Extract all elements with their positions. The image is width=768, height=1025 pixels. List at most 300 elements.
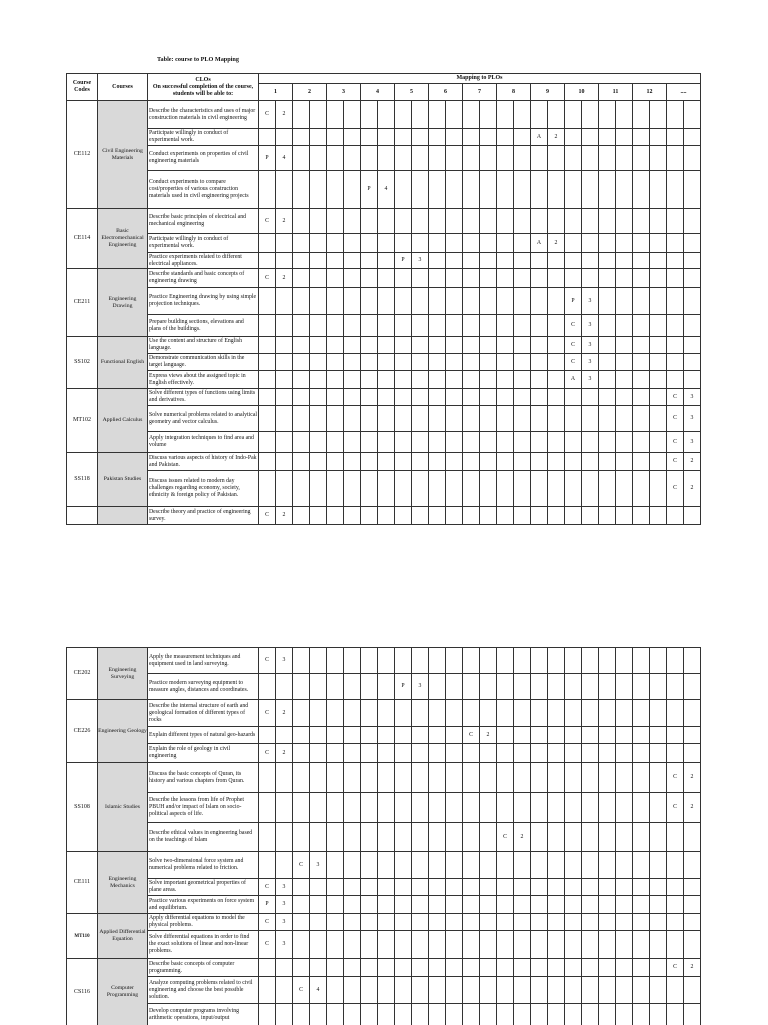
plo-5-domain-cell [395, 146, 412, 171]
plo-9-level-cell [548, 453, 565, 471]
plo-13-domain-cell [667, 171, 684, 209]
plo-9-domain-cell [531, 507, 548, 525]
clo-text: Apply the measurement techniques and equipment used in land surveying. [149, 653, 241, 667]
plo-domain-letter: C [571, 341, 575, 348]
plo-8-level-cell [514, 823, 531, 852]
plo-3-domain-cell [327, 234, 344, 253]
plo-1-level-cell [276, 977, 293, 1004]
clo-text: Describe the internal structure of earth and geological formation of different types of rocks [149, 702, 249, 723]
plo-4-domain-cell [361, 507, 378, 525]
plo-10-domain-cell [565, 879, 582, 896]
header-plo-11 [599, 84, 633, 101]
plo-9-level-cell [548, 234, 565, 253]
clo-cell [148, 507, 259, 525]
plo-12-level-cell [650, 793, 667, 823]
plo-5-domain-cell [395, 288, 412, 315]
plo-3-domain-cell [327, 977, 344, 1004]
clo-cell [148, 354, 259, 371]
course-name-cell [98, 453, 148, 507]
plo-8-level-cell [514, 700, 531, 727]
plo-4-level-cell [378, 371, 395, 389]
header-plo-2 [293, 84, 327, 101]
plo-1-domain-cell [259, 253, 276, 269]
plo-7-domain-cell [463, 389, 480, 406]
plo-1-level-cell [276, 763, 293, 793]
plo-1-domain-cell [259, 763, 276, 793]
plo-11-domain-cell [599, 931, 616, 959]
plo-8-domain-cell [497, 823, 514, 852]
clo-text: Express views about the assigned topic in English effectively. [149, 372, 246, 386]
plo-2-level-cell [310, 288, 327, 315]
plo-3-level-cell [344, 727, 361, 744]
plo-2-level-cell [310, 914, 327, 931]
plo-11-domain-cell [599, 763, 616, 793]
plo-10-level-cell [582, 288, 599, 315]
plo-domain-letter: C [673, 458, 677, 464]
clo-cell [148, 793, 259, 823]
plo-8-level-cell [514, 406, 531, 432]
plo-4-level-cell [378, 209, 395, 234]
plo-3-domain-cell [327, 209, 344, 234]
plo-13-domain-cell [667, 146, 684, 171]
plo-12-domain-cell [633, 648, 650, 674]
plo-11-domain-cell [599, 852, 616, 879]
plo-6-level-cell [446, 793, 463, 823]
plo-3-level-cell [344, 471, 361, 507]
plo-10-domain-cell [565, 700, 582, 727]
plo-9-domain-cell [531, 432, 548, 453]
plo-8-domain-cell [497, 101, 514, 129]
plo-10-level-cell [582, 315, 599, 337]
plo-8-level-cell [514, 269, 531, 288]
plo-10-domain-cell [565, 337, 582, 354]
plo-1-domain-cell [259, 101, 276, 129]
plo-1-domain-cell [259, 209, 276, 234]
clo-cell [148, 931, 259, 959]
header-plo-12 [633, 84, 667, 101]
plo-2-domain-cell [293, 793, 310, 823]
plo-11-level-cell [616, 648, 633, 674]
plo-8-level-cell [514, 727, 531, 744]
plo-10-domain-cell [565, 507, 582, 525]
plo-2-domain-cell [293, 700, 310, 727]
plo-9-level-cell [548, 269, 565, 288]
plo-6-domain-cell [429, 337, 446, 354]
plo-13-domain-cell [667, 453, 684, 471]
plo-level-number: 2 [554, 239, 558, 246]
plo-10-level-cell [582, 959, 599, 977]
plo-5-level-cell [412, 1004, 429, 1025]
plo-10-domain-cell [565, 101, 582, 129]
plo-11-level-cell [616, 101, 633, 129]
plo-8-level-cell [514, 129, 531, 146]
plo-1-level-cell [276, 648, 293, 674]
plo-1-level-cell [276, 253, 293, 269]
plo-5-domain-cell [395, 914, 412, 931]
header-plo-number: 5 [410, 88, 413, 95]
plo-13-domain-cell [667, 823, 684, 852]
plo-5-level-cell [412, 744, 429, 763]
plo-12-level-cell [650, 931, 667, 959]
course-name-cell [98, 101, 148, 209]
plo-7-domain-cell [463, 914, 480, 931]
header-plo-number: 7 [478, 88, 481, 95]
plo-4-level-cell [378, 674, 395, 700]
plo-8-level-cell [514, 648, 531, 674]
plo-1-domain-cell [259, 453, 276, 471]
plo-domain-letter: C [673, 485, 677, 491]
plo-5-level-cell [412, 471, 429, 507]
plo-1-domain-cell [259, 315, 276, 337]
plo-3-level-cell [344, 129, 361, 146]
plo-2-level-cell [310, 129, 327, 146]
plo-3-level-cell [344, 253, 361, 269]
plo-10-level-cell [582, 674, 599, 700]
plo-8-domain-cell [497, 727, 514, 744]
plo-3-level-cell [344, 977, 361, 1004]
plo-2-domain-cell [293, 453, 310, 471]
plo-4-domain-cell [361, 146, 378, 171]
plo-4-level-cell [378, 507, 395, 525]
plo-12-domain-cell [633, 1004, 650, 1025]
plo-10-level-cell [582, 406, 599, 432]
plo-1-domain-cell [259, 879, 276, 896]
plo-5-domain-cell [395, 269, 412, 288]
plo-11-level-cell [616, 959, 633, 977]
plo-2-domain-cell [293, 101, 310, 129]
plo-10-domain-cell [565, 648, 582, 674]
plo-2-domain-cell [293, 931, 310, 959]
plo-4-level-cell [378, 453, 395, 471]
plo-7-domain-cell [463, 337, 480, 354]
plo-level-number: 2 [282, 709, 286, 716]
plo-12-domain-cell [633, 288, 650, 315]
plo-5-level-cell [412, 914, 429, 931]
plo-12-level-cell [650, 852, 667, 879]
plo-level-number: 2 [282, 274, 286, 281]
plo-10-domain-cell [565, 727, 582, 744]
clo-cell [148, 269, 259, 288]
plo-8-level-cell [514, 146, 531, 171]
clo-text: Describe standards and basic concepts of engineering drawing [149, 271, 245, 284]
plo-6-level-cell [446, 744, 463, 763]
plo-11-domain-cell [599, 101, 616, 129]
plo-10-level-cell [582, 101, 599, 129]
plo-7-level-cell [480, 129, 497, 146]
plo-13-level-cell [684, 727, 701, 744]
plo-level-number: 3 [282, 941, 286, 947]
plo-6-level-cell [446, 648, 463, 674]
plo-5-level-cell [412, 648, 429, 674]
plo-12-domain-cell [633, 453, 650, 471]
plo-11-level-cell [616, 977, 633, 1004]
plo-9-domain-cell [531, 315, 548, 337]
plo-13-level-cell [684, 674, 701, 700]
clo-cell [148, 959, 259, 977]
plo-6-domain-cell [429, 977, 446, 1004]
plo-12-level-cell [650, 288, 667, 315]
plo-1-level-cell [276, 288, 293, 315]
plo-6-domain-cell [429, 432, 446, 453]
plo-9-domain-cell [531, 354, 548, 371]
plo-9-level-cell [548, 253, 565, 269]
plo-2-level-cell [310, 354, 327, 371]
plo-5-domain-cell [395, 823, 412, 852]
clo-cell [148, 879, 259, 896]
clo-cell [148, 648, 259, 674]
plo-9-domain-cell [531, 288, 548, 315]
plo-3-level-cell [344, 453, 361, 471]
plo-level-number: 3 [418, 257, 422, 263]
header-plo-number: 12 [646, 88, 653, 95]
plo-3-domain-cell [327, 823, 344, 852]
plo-12-level-cell [650, 337, 667, 354]
plo-8-level-cell [514, 337, 531, 354]
plo-13-level-cell [684, 763, 701, 793]
plo-6-level-cell [446, 852, 463, 879]
plo-13-domain-cell [667, 852, 684, 879]
plo-5-level-cell [412, 288, 429, 315]
plo-13-domain-cell [667, 432, 684, 453]
plo-domain-letter: C [571, 322, 575, 328]
plo-12-domain-cell [633, 674, 650, 700]
plo-level-number: 2 [282, 111, 286, 117]
plo-6-level-cell [446, 727, 463, 744]
plo-level-number: 3 [588, 376, 592, 382]
clo-text: Participate willingly in conduct of experimental work. [149, 236, 229, 249]
plo-1-domain-cell [259, 931, 276, 959]
plo-13-domain-cell [667, 337, 684, 354]
plo-1-domain-cell [259, 648, 276, 674]
plo-11-level-cell [616, 674, 633, 700]
plo-6-domain-cell [429, 129, 446, 146]
plo-8-level-cell [514, 209, 531, 234]
plo-3-level-cell [344, 763, 361, 793]
plo-8-domain-cell [497, 146, 514, 171]
plo-12-domain-cell [633, 793, 650, 823]
plo-6-domain-cell [429, 793, 446, 823]
plo-7-domain-cell [463, 896, 480, 914]
plo-13-level-cell [684, 879, 701, 896]
plo-9-level-cell [548, 101, 565, 129]
plo-12-domain-cell [633, 727, 650, 744]
plo-6-level-cell [446, 763, 463, 793]
plo-5-level-cell [412, 507, 429, 525]
plo-5-level-cell [412, 315, 429, 337]
plo-4-level-cell [378, 288, 395, 315]
plo-11-level-cell [616, 371, 633, 389]
plo-12-level-cell [650, 101, 667, 129]
plo-10-level-cell [582, 354, 599, 371]
plo-9-domain-cell [531, 389, 548, 406]
plo-13-level-cell [684, 700, 701, 727]
plo-4-level-cell [378, 914, 395, 931]
plo-10-domain-cell [565, 315, 582, 337]
plo-10-domain-cell [565, 744, 582, 763]
plo-domain-letter: P [265, 154, 269, 161]
plo-11-level-cell [616, 432, 633, 453]
plo-4-domain-cell [361, 959, 378, 977]
plo-1-domain-cell [259, 129, 276, 146]
plo-10-domain-cell [565, 253, 582, 269]
plo-level-number: 2 [282, 749, 286, 756]
plo-level-number: 3 [690, 393, 694, 400]
plo-8-level-cell [514, 977, 531, 1004]
plo-2-domain-cell [293, 253, 310, 269]
plo-4-domain-cell [361, 406, 378, 432]
plo-7-level-cell [480, 406, 497, 432]
plo-level-number: 2 [690, 804, 694, 810]
plo-4-level-cell [378, 793, 395, 823]
plo-6-level-cell [446, 146, 463, 171]
plo-level-number: 3 [282, 657, 286, 663]
plo-12-domain-cell [633, 896, 650, 914]
course-name: Applied Calculus [102, 417, 143, 424]
plo-6-domain-cell [429, 288, 446, 315]
plo-11-domain-cell [599, 471, 616, 507]
plo-12-domain-cell [633, 471, 650, 507]
plo-3-domain-cell [327, 146, 344, 171]
course-code-cell [67, 337, 98, 389]
plo-3-level-cell [344, 432, 361, 453]
plo-3-domain-cell [327, 896, 344, 914]
plo-11-domain-cell [599, 354, 616, 371]
plo-7-domain-cell [463, 793, 480, 823]
plo-4-level-cell [378, 389, 395, 406]
plo-13-domain-cell [667, 1004, 684, 1025]
header-plo-number: .... [680, 88, 687, 95]
plo-5-level-cell [412, 852, 429, 879]
clo-cell [148, 763, 259, 793]
plo-13-domain-cell [667, 959, 684, 977]
header-plo-1 [259, 84, 293, 101]
plo-13-level-cell [684, 896, 701, 914]
plo-8-domain-cell [497, 648, 514, 674]
plo-13-level-cell [684, 793, 701, 823]
plo-10-domain-cell [565, 852, 582, 879]
plo-3-domain-cell [327, 253, 344, 269]
plo-11-domain-cell [599, 507, 616, 525]
clo-cell [148, 101, 259, 129]
plo-13-level-cell [684, 931, 701, 959]
course-name-cell [98, 389, 148, 453]
plo-4-domain-cell [361, 371, 378, 389]
clo-text: Describe basic concepts of computer programming. [149, 960, 235, 974]
plo-9-level-cell [548, 896, 565, 914]
plo-7-domain-cell [463, 648, 480, 674]
plo-7-level-cell [480, 253, 497, 269]
plo-12-level-cell [650, 171, 667, 209]
clo-cell [148, 234, 259, 253]
header-clos-label: CLOs [195, 76, 211, 83]
course-code: SS108 [74, 803, 90, 810]
plo-8-domain-cell [497, 234, 514, 253]
plo-3-domain-cell [327, 879, 344, 896]
plo-2-domain-cell [293, 896, 310, 914]
plo-level-number: 3 [418, 683, 422, 689]
header-plo-10 [565, 84, 599, 101]
plo-12-domain-cell [633, 744, 650, 763]
clo-cell [148, 896, 259, 914]
plo-6-domain-cell [429, 914, 446, 931]
plo-7-level-cell [480, 648, 497, 674]
plo-6-domain-cell [429, 389, 446, 406]
plo-12-level-cell [650, 129, 667, 146]
plo-12-domain-cell [633, 171, 650, 209]
plo-12-domain-cell [633, 852, 650, 879]
plo-9-level-cell [548, 1004, 565, 1025]
plo-11-domain-cell [599, 700, 616, 727]
plo-2-level-cell [310, 763, 327, 793]
plo-9-domain-cell [531, 700, 548, 727]
plo-11-level-cell [616, 471, 633, 507]
plo-6-level-cell [446, 389, 463, 406]
plo-4-domain-cell [361, 315, 378, 337]
plo-level-number: 2 [554, 133, 558, 140]
clo-cell [148, 823, 259, 852]
plo-6-level-cell [446, 101, 463, 129]
plo-5-level-cell [412, 793, 429, 823]
plo-9-level-cell [548, 674, 565, 700]
plo-8-domain-cell [497, 471, 514, 507]
plo-12-domain-cell [633, 146, 650, 171]
header-plo-number: 6 [444, 88, 447, 95]
plo-7-domain-cell [463, 209, 480, 234]
header-plo-8 [497, 84, 531, 101]
plo-3-domain-cell [327, 1004, 344, 1025]
plo-13-domain-cell [667, 507, 684, 525]
plo-9-domain-cell [531, 406, 548, 432]
plo-level-number: 3 [316, 861, 320, 868]
plo-2-domain-cell [293, 371, 310, 389]
plo-4-domain-cell [361, 337, 378, 354]
plo-1-domain-cell [259, 146, 276, 171]
plo-5-domain-cell [395, 354, 412, 371]
plo-4-level-cell [378, 129, 395, 146]
plo-6-domain-cell [429, 879, 446, 896]
clo-text: Practice modern surveying equipment to measure angles, distances and coordinates. [149, 679, 249, 693]
plo-2-domain-cell [293, 432, 310, 453]
plo-13-level-cell [684, 959, 701, 977]
plo-5-domain-cell [395, 171, 412, 209]
plo-11-domain-cell [599, 269, 616, 288]
plo-7-domain-cell [463, 674, 480, 700]
plo-10-level-cell [582, 896, 599, 914]
plo-13-domain-cell [667, 406, 684, 432]
plo-4-level-cell [378, 234, 395, 253]
plo-2-domain-cell [293, 852, 310, 879]
plo-13-level-cell [684, 453, 701, 471]
plo-4-domain-cell [361, 896, 378, 914]
plo-13-level-cell [684, 234, 701, 253]
plo-9-level-cell [548, 315, 565, 337]
plo-8-level-cell [514, 453, 531, 471]
course-name: Functional English [100, 359, 145, 366]
plo-5-domain-cell [395, 879, 412, 896]
plo-7-level-cell [480, 389, 497, 406]
plo-domain-letter: C [673, 774, 677, 780]
plo-1-level-cell [276, 674, 293, 700]
clo-text: Describe the lessons from life of Prophet PBUH and/or impact of Islam on socio-political aspects of life. [149, 797, 244, 817]
plo-domain-letter: C [673, 415, 677, 421]
plo-9-level-cell [548, 354, 565, 371]
plo-domain-letter: C [503, 833, 507, 840]
plo-13-domain-cell [667, 931, 684, 959]
plo-1-level-cell [276, 146, 293, 171]
header-clos-note: On successful completion of the course, students will be able to: [152, 83, 254, 97]
plo-6-domain-cell [429, 453, 446, 471]
plo-12-domain-cell [633, 977, 650, 1004]
